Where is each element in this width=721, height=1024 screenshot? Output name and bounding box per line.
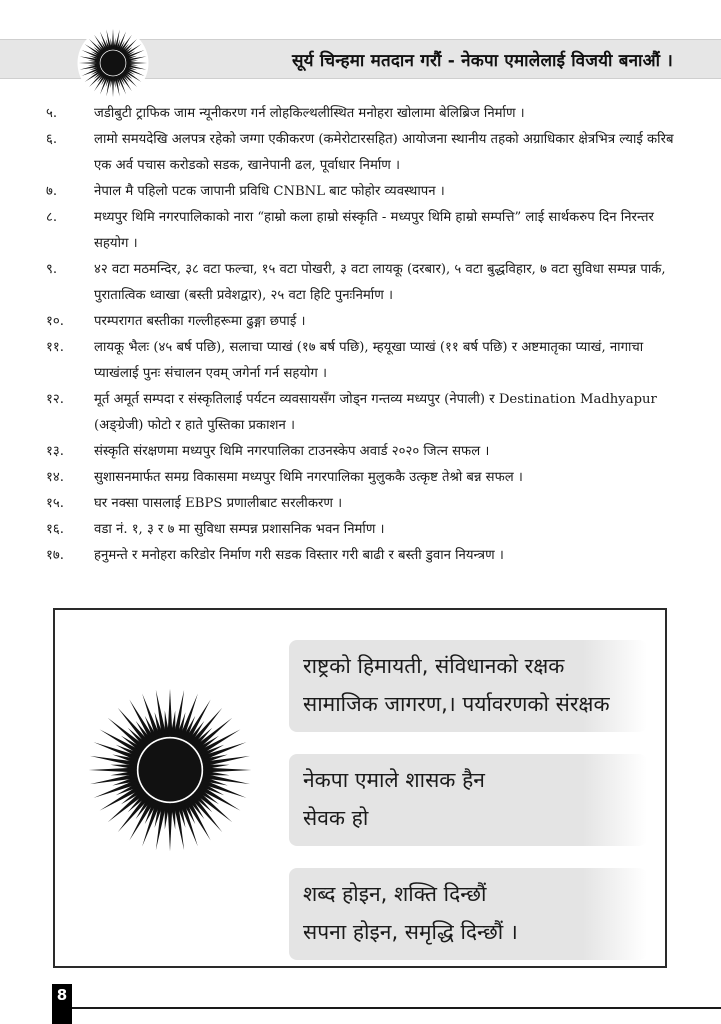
- slogan-line: शब्द होइन, शक्ति दिन्छौं: [303, 882, 487, 906]
- item-number: ८.: [46, 210, 58, 225]
- list-item: [44, 205, 684, 257]
- item-number: ५.: [46, 106, 58, 121]
- item-text: मध्यपुर थिमि नगरपालिकाको नारा “हाम्रो कला हाम्रो संस्कृति - मध्यपुर थिमि हाम्रो सम्पत्ति” लाई सार्थकरुप दिन निरन्तर सहयोग ।: [94, 210, 654, 251]
- item-text: घर नक्सा पासलाई EBPS प्रणालीबाट सरलीकरण ।: [94, 496, 343, 511]
- item-number: ९.: [46, 262, 58, 277]
- item-number: १०.: [46, 314, 64, 329]
- list-item: [44, 257, 684, 309]
- achievement-list: [44, 101, 684, 569]
- page-number: 8: [56, 986, 68, 1004]
- slogan-line: सामाजिक जागरण,। पर्यावरणको संरक्षक: [303, 692, 610, 716]
- item-text: नेपाल मै पहिलो पटक जापानी प्रविधि CNBNL बाट फोहोर व्यवस्थापन ।: [94, 184, 445, 199]
- item-text: हनुमन्ते र मनोहरा करिडोर निर्माण गरी सडक विस्तार गरी बाढी र बस्ती डुवान नियन्त्रण ।: [94, 548, 504, 563]
- list-item: [44, 517, 684, 543]
- item-text: मूर्त अमूर्त सम्पदा र संस्कृतिलाई पर्यटन व्यवसायसँग जोड्न गन्तव्य मध्यपुर (नेपाली) र Destination Madhyapur (अङ्ग्रेजी) फोटो र हाते पुस्तिका प्रकाशन ।: [94, 392, 657, 433]
- sun-icon: [87, 687, 253, 853]
- item-number: १२.: [46, 392, 64, 407]
- item-text: ४२ वटा मठमन्दिर, ३८ वटा फल्चा, १५ वटा पोखरी, ३ वटा लायकू (दरबार), ५ वटा बुद्धविहार, ७ वटा सुविधा सम्पन्न पार्क, पुरातात्विक ध्वाखा (बस्ती प्रवेशद्वार), २५ वटा हिटि पुनःनिर्माण ।: [94, 262, 666, 303]
- list-item: [44, 335, 684, 387]
- list-item: [44, 543, 684, 569]
- slogan-line: राष्ट्रको हिमायती, संविधानको रक्षक: [303, 654, 565, 678]
- item-number: १३.: [46, 444, 64, 459]
- list-item: [44, 101, 684, 127]
- item-number: ७.: [46, 184, 58, 199]
- item-number: १७.: [46, 548, 64, 563]
- item-text: लायकू भैलः (४५ बर्ष पछि), सलाचा प्याखं (१७ बर्ष पछि), म्हयूखा प्याखं (११ बर्ष पछि) र अष्टमातृका प्याखं, नागाचा प्याखंलाई पुनः संचालन एवम् जगेर्ना गर्न सहयोग ।: [94, 340, 644, 381]
- list-item: [44, 179, 684, 205]
- slogan-line: सपना होइन, समृद्धि दिन्छौं ।: [303, 920, 518, 944]
- item-number: ११.: [46, 340, 64, 355]
- item-number: १४.: [46, 470, 64, 485]
- slogan-panel: [289, 640, 647, 732]
- item-number: १५.: [46, 496, 64, 511]
- list-item: [44, 465, 684, 491]
- item-text: परम्परागत बस्तीका गल्लीहरूमा ढुङ्गा छपाई ।: [94, 314, 306, 329]
- slogan-line: नेकपा एमाले शासक हैन: [303, 768, 485, 792]
- item-text: सुशासनमार्फत समग्र विकासमा मध्यपुर थिमि नगरपालिका मुलुककै उत्कृष्ट तेश्रो बन्न सफल ।: [94, 470, 523, 485]
- list-item: [44, 309, 684, 335]
- slogan-panel: [289, 754, 647, 846]
- item-text: जडीबुटी ट्राफिक जाम न्यूनीकरण गर्न लोहकिल्थलीस्थित मनोहरा खोलामा बेलिब्रिज निर्माण ।: [94, 106, 525, 121]
- item-text: लामो समयदेखि अलपत्र रहेको जग्गा एकीकरण (कमेरोटारसहित) आयोजना स्थानीय तहको अग्राधिकार क्षेत्रभित्र ल्याई करिब एक अर्व पचास करोडको सडक, खानेपानी ढल, पूर्वाधार निर्माण ।: [94, 132, 674, 173]
- item-number: ६.: [46, 132, 58, 147]
- item-text: संस्कृति संरक्षणमा मध्यपुर थिमि नगरपालिका टाउनस्केप अवार्ड २०२० जित्न सफल ।: [94, 444, 490, 459]
- sun-icon: [76, 26, 150, 100]
- slogan-panel: [289, 868, 647, 960]
- list-item: [44, 387, 684, 439]
- slogan-box: [53, 608, 667, 968]
- item-text: वडा नं. १, ३ र ७ मा सुविधा सम्पन्न प्रशासनिक भवन निर्माण ।: [94, 522, 385, 537]
- item-number: १६.: [46, 522, 64, 537]
- header-title: सूर्य चिन्हमा मतदान गरौं - नेकपा एमालेलाई विजयी बनाऔं ।: [291, 51, 673, 71]
- list-item: [44, 439, 684, 465]
- list-item: [44, 127, 684, 179]
- footer-rule: [72, 1007, 721, 1009]
- slogan-line: सेवक हो: [303, 806, 369, 830]
- list-item: [44, 491, 684, 517]
